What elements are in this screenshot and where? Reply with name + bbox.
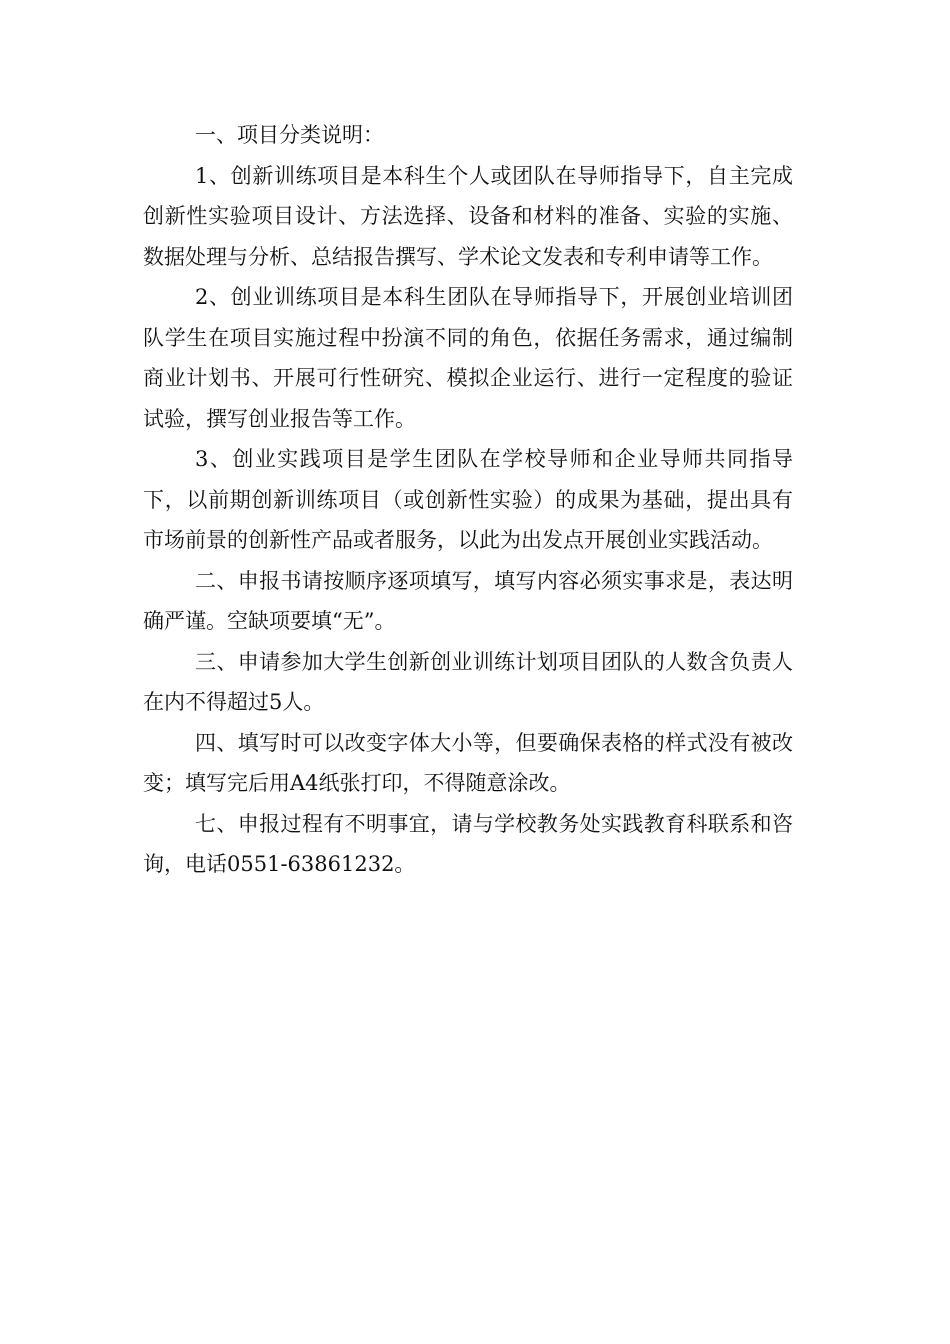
paragraph-innovation-training: 1、创新训练项目是本科生个人或团队在导师指导下，自主完成创新性实验项目设计、方法选择、设备和材料的准备、实验的实施、数据处理与分析、总结报告撰写、学术论文发表和专利申请等工作。 (143, 163, 793, 269)
document-body (143, 115, 793, 885)
section-heading-classification: 一、项目分类说明： (195, 123, 384, 147)
paragraph-contact: 七、申报过程有不明事宜，请与学校教务处实践教育科联系和咨询，电话0551-63861232。 (143, 811, 793, 876)
paragraph-team-size: 三、申请参加大学生创新创业训练计划项目团队的人数含负责人在内不得超过5人。 (143, 649, 793, 714)
paragraph-filling-instructions: 二、申报书请按顺序逐项填写，填写内容必须实事求是，表达明确严谨。空缺项要填“无”。 (143, 568, 793, 633)
paragraph-entrepreneurship-training: 2、创业训练项目是本科生团队在导师指导下，开展创业培训团队学生在项目实施过程中扮演不同的角色，依据任务需求，通过编制商业计划书、开展可行性研究、模拟企业运行、进行一定程度的验证试验，撰写创业报告等工作。 (143, 285, 793, 431)
paragraph-entrepreneurship-practice: 3、创业实践项目是学生团队在学校导师和企业导师共同指导下，以前期创新训练项目（或创新性实验）的成果为基础，提出具有市场前景的创新性产品或者服务，以此为出发点开展创业实践活动。 (143, 447, 793, 552)
paragraph-printing: 四、填写时可以改变字体大小等，但要确保表格的样式没有被改变；填写完后用A4纸张打印，不得随意涂改。 (143, 730, 793, 795)
